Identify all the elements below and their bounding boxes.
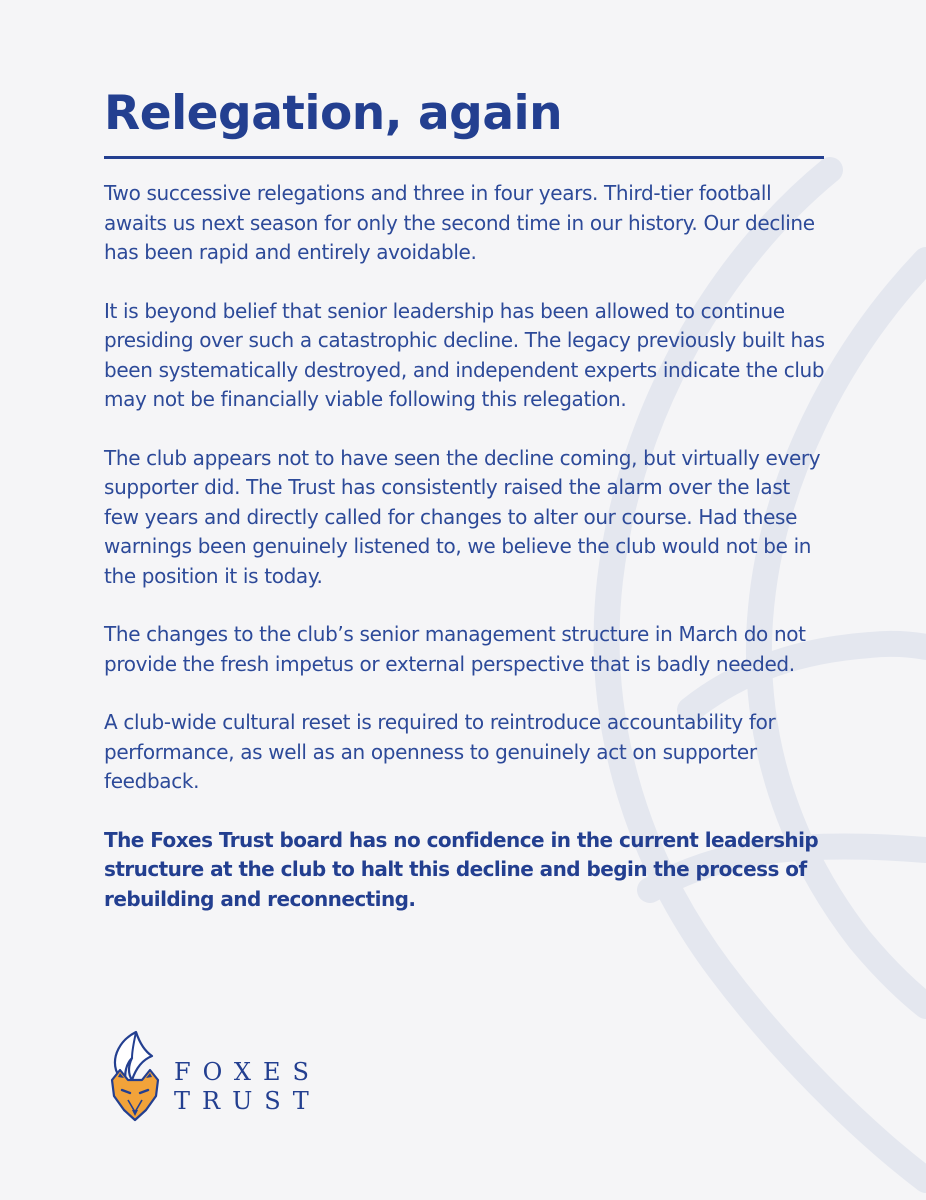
paragraph: The changes to the club’s senior management structure in March do not provide the fresh impetus or external perspective that is badly needed. xyxy=(104,622,806,676)
paragraph: A club-wide cultural reset is required to reintroduce accountability for performance, as well as an openness to genuinely act on supporter feedback. xyxy=(104,710,776,793)
page-title: Relegation, again xyxy=(104,86,563,141)
logo-line-trust: TRUST xyxy=(174,1087,321,1115)
paragraph: The club appears not to have seen the decline coming, but virtually every supporter did. The Trust has consistently raised the alarm over the last few years and directly called for changes to alter our course. Had these warnings been genuinely listened to, we believe the club would not be in the position it is today. xyxy=(104,445,821,588)
logo-line-foxes: FOXES xyxy=(174,1058,321,1086)
logo-wordmark xyxy=(174,1058,321,1116)
paragraph: Two successive relegations and three in four years. Third-tier football awaits us next season for only the second time in our history. Our decline has been rapid and entirely avoidable. xyxy=(104,181,815,264)
statement-content xyxy=(104,78,826,943)
statement-body xyxy=(104,179,826,914)
closing-statement: The Foxes Trust board has no confidence in the current leadership structure at the club to halt this decline and begin the process of rebuilding and reconnecting. xyxy=(104,827,819,911)
foxes-trust-logo xyxy=(106,1030,346,1125)
paragraph: It is beyond belief that senior leadership has been allowed to continue presiding over such a catastrophic decline. The legacy previously built has been systematically destroyed, and independent experts indicate the club may not be financially viable following this relegation. xyxy=(104,298,825,411)
title-divider xyxy=(104,156,824,159)
fox-head-icon xyxy=(106,1030,164,1122)
